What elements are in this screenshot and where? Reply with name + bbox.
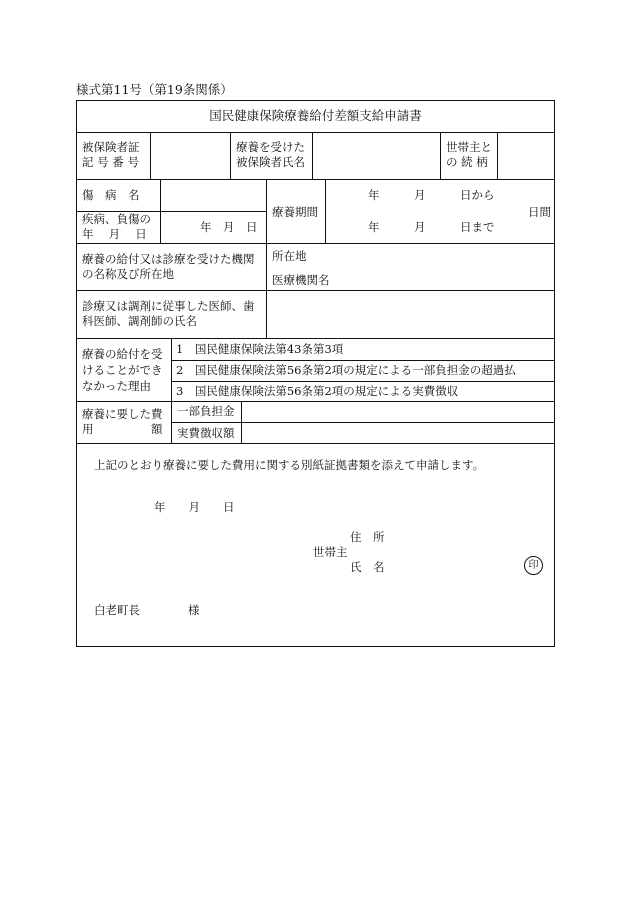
applicant-address-label: 住 所 (350, 530, 385, 544)
reason-option-3[interactable]: 3 国民健康保険法第56条第2項の規定による実費徴収 (176, 384, 459, 398)
row1-col-d (440, 132, 441, 179)
disease-label: 傷 病 名 (82, 188, 140, 202)
applicant-name-label: 氏 名 (350, 560, 385, 574)
reason-option-2[interactable]: 2 国民健康保険法第56条第2項の規定による一部負担金の超過払 (176, 363, 516, 377)
onset-date[interactable]: 年 月 日 (200, 220, 258, 234)
doctor-row-label: 診療又は調剤に従事した医師、歯 科医師、調剤師の氏名 (82, 299, 255, 328)
address-label: 所在地 (272, 249, 307, 263)
disease-field[interactable] (161, 180, 265, 210)
cost-row-label: 療養に要した費 用 額 (82, 407, 163, 436)
relation-label: 世帯主と の 続 柄 (446, 140, 492, 169)
period-label: 療養期間 (272, 205, 318, 219)
institution-name-label: 医療機関名 (272, 273, 330, 287)
insured-cert-label: 被保険者証 記 号 番 号 (82, 140, 140, 169)
householder-label: 世帯主 (313, 545, 348, 559)
reason-row-label: 療養の給付を受 けることができ なかった理由 (82, 347, 163, 393)
institution-field[interactable] (330, 244, 554, 289)
actual-cost-label: 実費徴収額 (177, 426, 235, 440)
partial-payment-label: 一部負担金 (177, 404, 235, 418)
period-from-date[interactable]: 年 月 日から (368, 188, 495, 202)
row5-6-col-a (171, 338, 172, 443)
institution-row-label: 療養の給付又は診療を受けた機関 の名称及び所在地 (82, 252, 255, 281)
relation-field[interactable] (498, 133, 554, 178)
onset-label: 疾病、負傷の 年 月 日 (82, 212, 151, 241)
honorific-label: 様 (188, 603, 200, 617)
patient-name-field[interactable] (313, 133, 439, 178)
row1-col-b (230, 132, 231, 179)
declaration-statement: 上記のとおり療養に要した費用に関する別紙証拠書類を添えて申請します。 (94, 458, 485, 472)
row1-divider (76, 179, 555, 180)
insured-cert-field[interactable] (151, 133, 229, 178)
form-number: 様式第11号（第19条関係） (76, 82, 233, 97)
row2-col-c (325, 179, 326, 243)
patient-name-label: 療養を受けた 被保険者氏名 (236, 140, 305, 169)
row6-divider (76, 443, 555, 444)
doctor-name-field[interactable] (267, 291, 554, 337)
recipient-label: 白老町長 (94, 603, 140, 617)
period-to-date[interactable]: 年 月 日まで (368, 220, 495, 234)
application-date[interactable]: 年 月 日 (154, 500, 235, 514)
days-unit: 日間 (528, 205, 551, 219)
row4-divider (76, 338, 555, 339)
reason1-divider (171, 360, 555, 361)
form-title: 国民健康保険療養給付差額支給申請書 (209, 108, 422, 123)
actual-cost-field[interactable] (242, 423, 554, 442)
partial-payment-field[interactable] (242, 402, 554, 421)
reason-option-1[interactable]: 1 国民健康保険法第43条第3項 (176, 342, 344, 356)
reason2-divider (171, 381, 555, 382)
seal-mark: 印 (524, 556, 543, 575)
